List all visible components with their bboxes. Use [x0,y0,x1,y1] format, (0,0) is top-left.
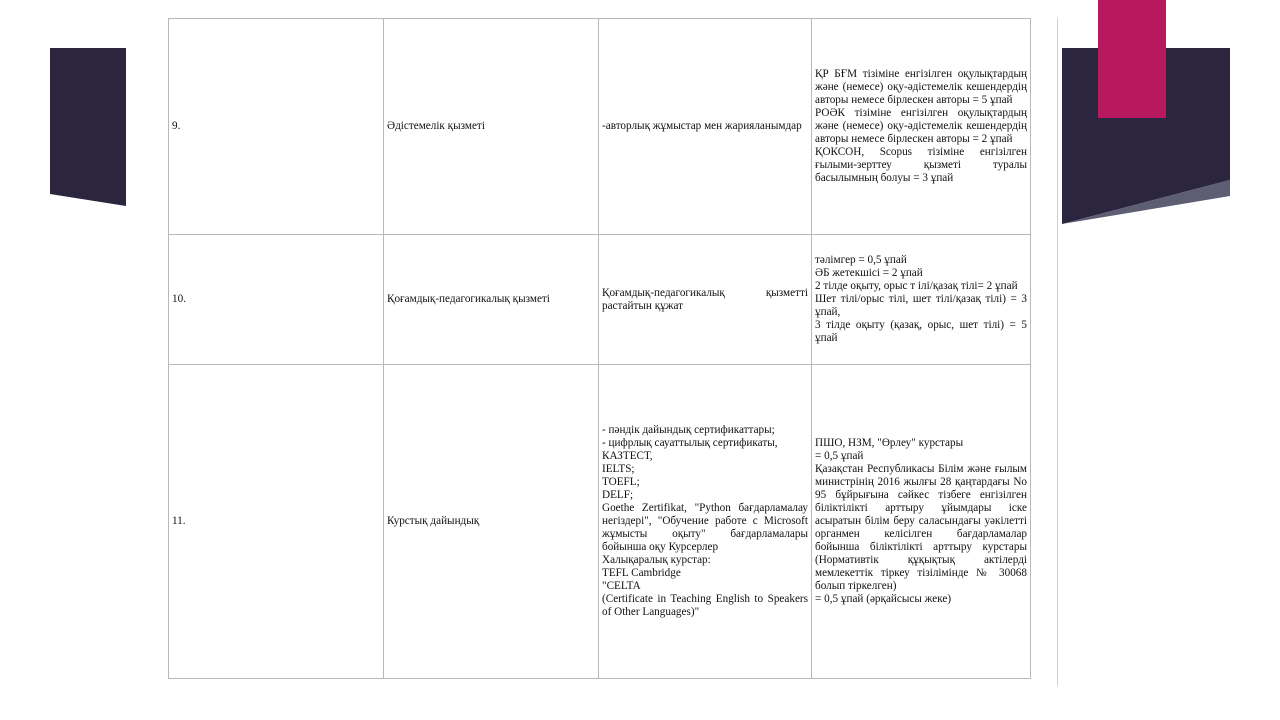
points-line: ҚР БҒМ тізіміне енгізілген оқулықтардың және (немесе) оқу-әдістемелік кешендердің авторы немесе бірлескен авторы = 5 ұпай [815,68,1027,106]
evidence-line: TEFL Cambridge [602,567,681,579]
activity-area: Әдістемелік қызметі [384,19,599,235]
points-line: Қазақстан Республикасы Білім және ғылым министрінің 2016 жылғы 28 қаңтардағы No 95 бұйрығына сәйкес тізбеге енгізілген біліктілікті арттыру ұйымдары іске асыратын білім беру саласындағы уәкілетті органмен келісілген бағдарламалар бойынша біліктілікті арттыру курстары (Нормативтік құқықтық актілерді мемлекеттік тіркеу тізілімінде № 30068 болып тіркелген) [815,463,1027,592]
evidence-line: Халықаралық курстар: [602,554,711,566]
points-line: = 0,5 ұпай (әрқайсысы жеке) [815,593,952,605]
table-row [169,19,1031,235]
evidence-line: TOEFL; [602,476,640,488]
row-number: 9. [169,19,384,235]
criteria-table [168,18,1031,679]
evidence-cell [599,19,812,235]
points-line: = 0,5 ұпай [815,450,864,462]
evidence-line: - пәндік дайындық сертификаттары; [602,424,775,436]
evidence-line: DELF; [602,489,634,501]
evidence-line: КАЗТЕСТ, [602,450,653,462]
points-cell [812,235,1031,365]
table-row [169,235,1031,365]
points-line: тәлімгер = 0,5 ұпай [815,254,907,266]
document-page [168,18,1030,680]
points-line: 3 тілде оқыту (қазақ, орыс, шет тілі) = 5 ұпай [815,319,1027,344]
left-dark-banner [50,48,126,206]
points-line: ҚОКСОН, Scopus тізіміне енгізілген ғылыми-зерттеу қызметі туралы басылымның болуы = 3 ұпай [815,146,1027,184]
points-line: 2 тілде оқыту, орыс т ілі/қазақ тілі= 2 ұпай [815,280,1018,292]
evidence-line: - цифрлық сауаттылық сертификаты, [602,437,778,449]
evidence-line: (Certificate in Teaching English to Speakers of Other Languages)" [602,593,808,618]
points-cell [812,19,1031,235]
points-line: ӘБ жетекшісі = 2 ұпай [815,267,923,279]
points-line: ПШО, НЗМ, "Өрлеу" курстары [815,437,964,449]
magenta-accent-block [1098,0,1166,118]
evidence-line: Goethe Zertifikat, "Python бағдарламалау негіздері", "Обучение работе с Microsoft жұмысты оқыту" бағдарламалары бойынша оқу Курсерлер [602,502,808,553]
evidence-cell [599,235,812,365]
points-cell [812,365,1031,679]
slide-divider-line [1057,18,1058,686]
evidence-line: Қоғамдық-педагогикалық қызметті растайтын құжат [602,286,808,312]
evidence-cell [599,365,812,679]
table-row [169,365,1031,679]
evidence-line: IELTS; [602,463,635,475]
evidence-line: "CELTA [602,580,641,592]
activity-area: Курстық дайындық [384,365,599,679]
points-line: РОӘК тізіміне енгізілген оқулықтардың және (немесе) оқу-әдістемелік кешендердің авторы немесе бірлескен авторы = 2 ұпай [815,107,1027,145]
row-number: 11. [169,365,384,679]
activity-area: Қоғамдық-педагогикалық қызметі [384,235,599,365]
evidence-line: -авторлық жұмыстар мен жарияланымдар [602,120,802,132]
points-line: Шет тілі/орыс тілі, шет тілі/қазақ тілі) = 3 ұпай, [815,293,1027,318]
row-number: 10. [169,235,384,365]
